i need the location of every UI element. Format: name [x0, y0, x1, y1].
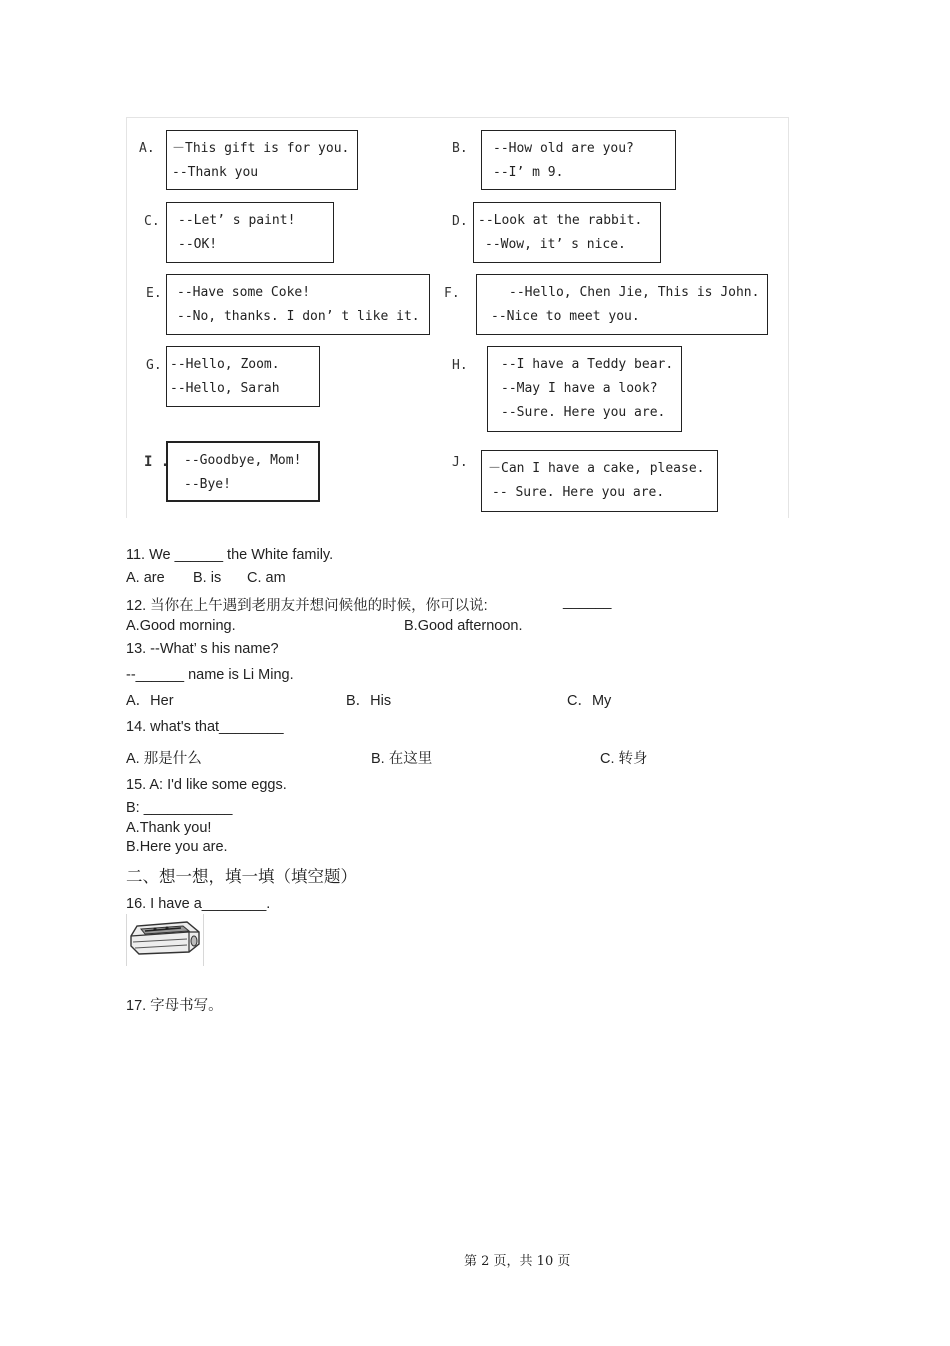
dialogue-line: --Bye! — [184, 477, 231, 492]
dialogue-box-d — [473, 202, 661, 263]
question-15-line2: B: ___________ — [126, 800, 233, 816]
question-13-stem: 13. --What’ s his name? — [126, 641, 279, 657]
dialogue-line: --Wow, it’ s nice. — [485, 237, 626, 252]
dialogue-letter-g: G. — [146, 358, 162, 373]
dialogue-letter-a: A. — [139, 141, 155, 156]
dialogue-line: --Nice to meet you. — [491, 309, 640, 324]
question-11-option-c: C. am — [247, 570, 286, 586]
dialogue-line: --Thank you — [172, 165, 259, 180]
dialogue-line: --Sure. Here you are. — [501, 405, 666, 420]
dialogue-line: --I have a Teddy bear. — [501, 357, 674, 372]
question-13-option-c: C．My — [567, 693, 612, 709]
dialogue-line: --Hello, Sarah — [170, 381, 280, 396]
question-13-option-a: A．Her — [126, 693, 174, 709]
question-15-stem: 15. A: I'd like some eggs. — [126, 777, 287, 793]
dialogue-box-j — [481, 450, 718, 512]
question-11-option-a: A. are — [126, 570, 165, 586]
dialogue-box-f — [476, 274, 768, 335]
question-14-option-c: C. 转身 — [600, 751, 648, 767]
dialogue-line: －Can I have a cake, please. — [488, 461, 705, 476]
dialogue-box-g — [166, 346, 320, 407]
toaster-icon — [127, 914, 203, 966]
question-14-stem: 14. what's that________ — [126, 719, 284, 735]
page-number: 第 2 页，共 10 页 — [464, 1254, 571, 1269]
question-14-option-a: A. 那是什么 — [126, 751, 202, 767]
question-14-option-b: B. 在这里 — [371, 751, 433, 767]
dialogue-line: --Hello, Zoom. — [170, 357, 280, 372]
dialogue-box-c — [166, 202, 334, 263]
question-13-option-b: B．His — [346, 693, 392, 709]
dialogue-line: --No, thanks. I don’ t like it. — [177, 309, 420, 324]
question-12-option-a: A.Good morning. — [126, 618, 236, 634]
dialogue-line: --OK! — [178, 237, 218, 252]
toaster-image — [126, 914, 204, 966]
question-12-blank: ______ — [563, 594, 612, 610]
question-11-option-b: B. is — [193, 570, 222, 586]
dialogue-line: --Hello, Chen Jie, This is John. — [509, 285, 760, 300]
dialogue-line: --Have some Coke! — [177, 285, 311, 300]
question-16-stem: 16. I have a________. — [126, 896, 271, 912]
dialogue-letter-e: E. — [146, 286, 162, 301]
dialogue-letter-h: H. — [452, 358, 468, 373]
dialogue-letter-f: F. — [444, 286, 460, 301]
question-12-stem: 12. 当你在上午遇到老朋友并想问候他的时候，你可以说: — [126, 598, 488, 614]
question-15-option-b: B.Here you are. — [126, 839, 228, 855]
section-2-title: 二、想一想，填一填（填空题） — [126, 867, 357, 886]
question-12-option-b: B.Good afternoon. — [404, 618, 523, 634]
dialogue-line: --I’ m 9. — [493, 165, 564, 180]
dialogue-box-a — [166, 130, 358, 190]
dialogue-letter-c: C. — [144, 214, 160, 229]
dialogue-letter-j: J. — [452, 455, 468, 470]
question-17-stem: 17. 字母书写。 — [126, 998, 223, 1014]
dialogue-line: －This gift is for you. — [172, 141, 350, 156]
question-11-stem: 11. We ______ the White family. — [126, 547, 334, 563]
dialogue-line: --How old are you? — [493, 141, 634, 156]
dialogue-line: --Look at the rabbit. — [478, 213, 643, 228]
question-13-line2: --______ name is Li Ming. — [126, 667, 294, 683]
dialogue-box-e — [166, 274, 430, 335]
dialogue-letter-d: D. — [452, 214, 468, 229]
dialogue-line: --May I have a look? — [501, 381, 658, 396]
dialogue-line: --Let’ s paint! — [178, 213, 296, 228]
dialogue-letter-b: B. — [452, 141, 468, 156]
dialogue-box-i — [166, 441, 320, 502]
dialogue-box-h — [487, 346, 682, 432]
dialogue-line: -- Sure. Here you are. — [492, 485, 665, 500]
dialogue-box-b — [481, 130, 676, 190]
dialogue-letter-i: I . — [144, 454, 170, 470]
question-15-option-a: A.Thank you! — [126, 820, 212, 836]
dialogue-line: --Goodbye, Mom! — [184, 453, 302, 468]
